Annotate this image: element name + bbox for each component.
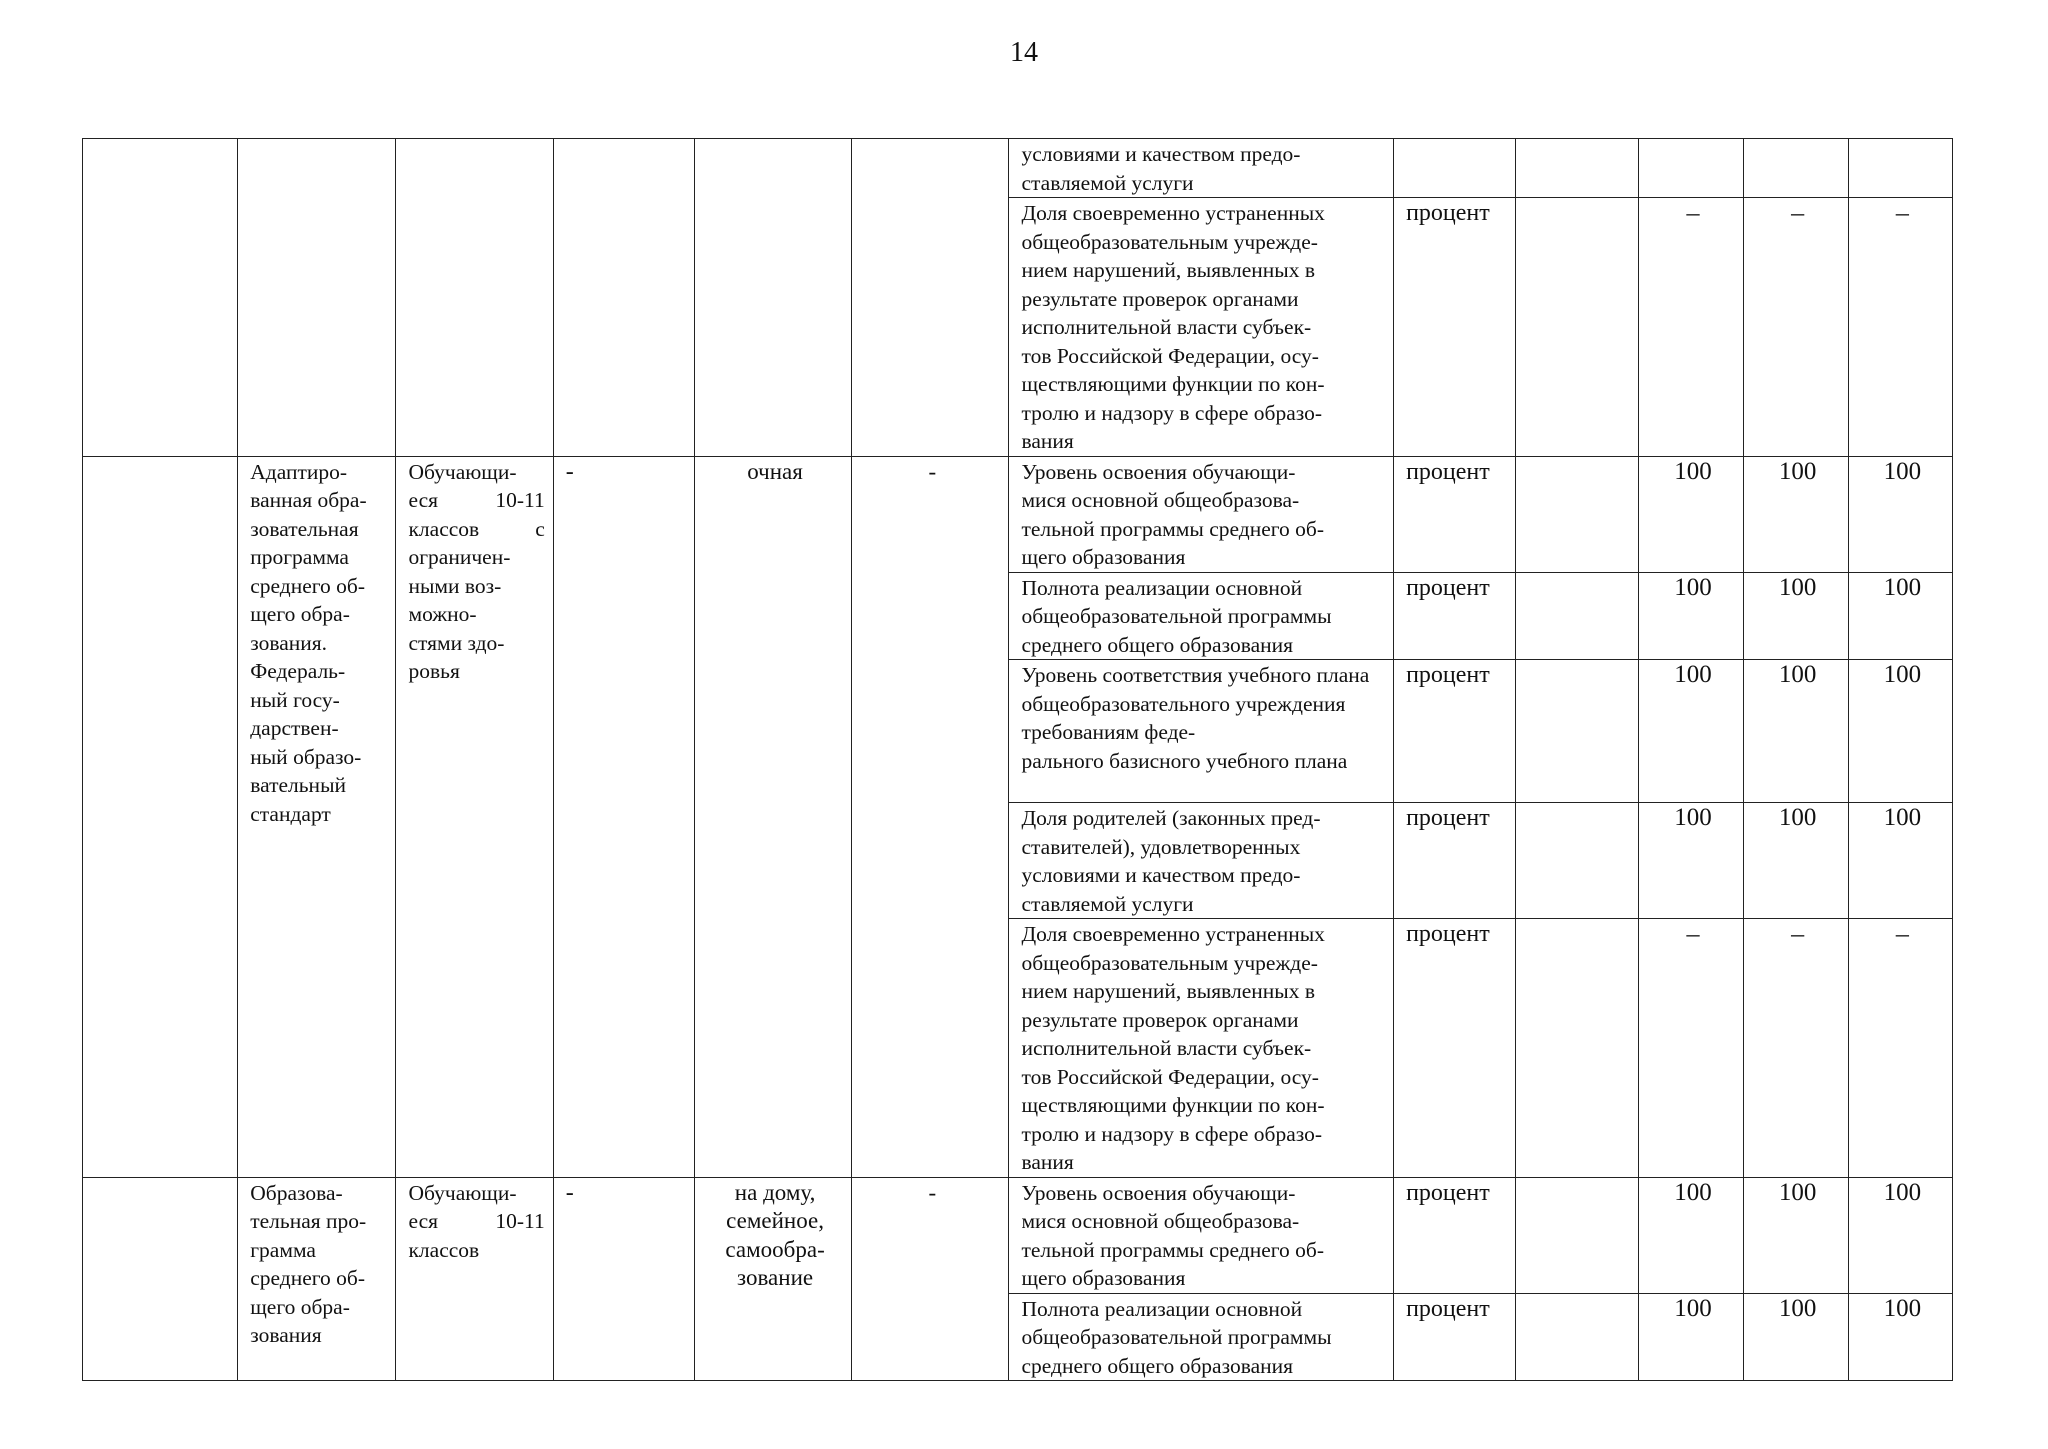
dash-cell: - (553, 1177, 694, 1381)
unit-cell: процент (1394, 1177, 1516, 1293)
empty-cell (83, 456, 238, 1177)
value-cell: – (1848, 919, 1952, 1178)
unit-cell: процент (1394, 919, 1516, 1178)
value-cell: 100 (1639, 660, 1743, 803)
empty-cell (1516, 919, 1639, 1178)
page-number: 14 (1010, 37, 1038, 68)
unit-cell: процент (1394, 1293, 1516, 1381)
empty-cell (852, 139, 1009, 457)
empty-cell (83, 1177, 238, 1381)
category-cell: Обучающи- еся 10-11 классов с ограничен- ными воз- можно- стями здо- ровья (396, 456, 553, 1177)
value-cell: 100 (1743, 1177, 1848, 1293)
indicator-cell: Уровень освоения обучающи- мися основной общеобразова- тельной программы среднего об- щего образования (1009, 1177, 1394, 1293)
unit-cell: процент (1394, 456, 1516, 572)
value-cell: 100 (1743, 660, 1848, 803)
unit-cell: процент (1394, 572, 1516, 660)
empty-cell (553, 139, 694, 457)
value-cell (1848, 139, 1952, 198)
empty-cell (1516, 1177, 1639, 1293)
value-cell: 100 (1848, 1177, 1952, 1293)
indicator-cell: Доля своевременно устраненных общеобразовательным учрежде- нием нарушений, выявленных в результате проверок органами исполнительной власти субъек- тов Российской Федерации, осу- ществляющими функции по кон- тролю и надзору в сфере образо- вания (1009, 919, 1394, 1178)
empty-cell (694, 139, 851, 457)
value-cell: 100 (1848, 572, 1952, 660)
value-cell: 100 (1639, 1293, 1743, 1381)
indicator-cell: Доля родителей (законных пред- ставителей), удовлетворенных условиями и качеством предо- ставляемой услуги (1009, 803, 1394, 919)
empty-cell (1516, 803, 1639, 919)
indicator-cell: условиями и качеством предо- ставляемой услуги (1009, 139, 1394, 198)
value-cell: 100 (1848, 1293, 1952, 1381)
value-cell: – (1848, 198, 1952, 457)
empty-cell (1516, 456, 1639, 572)
unit-cell: процент (1394, 660, 1516, 803)
table-row (83, 1177, 1953, 1293)
program-name-cell: Адаптиро- ванная обра- зовательная программа среднего об- щего обра- зования. Федераль- ный госу- дарствен- ный образо- вательный стандарт (238, 456, 396, 1177)
dash-cell: - (852, 456, 1009, 1177)
study-form-cell: очная (694, 456, 851, 1177)
value-cell (1639, 139, 1743, 198)
value-cell: 100 (1743, 803, 1848, 919)
value-cell: 100 (1639, 1177, 1743, 1293)
value-cell: 100 (1743, 1293, 1848, 1381)
indicator-cell: Доля своевременно устраненных общеобразовательным учрежде- нием нарушений, выявленных в результате проверок органами исполнительной власти субъек- тов Российской Федерации, осу- ществляющими функции по кон- тролю и надзору в сфере образо- вания (1009, 198, 1394, 457)
value-cell: 100 (1848, 456, 1952, 572)
table-row (83, 139, 1953, 198)
empty-cell (238, 139, 396, 457)
empty-cell (1516, 1293, 1639, 1381)
value-cell: 100 (1743, 456, 1848, 572)
value-cell: – (1743, 919, 1848, 1178)
program-name-cell: Образова- тельная про- грамма среднего об- щего обра- зования (238, 1177, 396, 1381)
empty-cell (396, 139, 553, 457)
unit-cell: процент (1394, 198, 1516, 457)
empty-cell (1516, 139, 1639, 198)
value-cell: – (1639, 919, 1743, 1178)
indicator-cell: Полнота реализации основной общеобразовательной программы среднего общего образования (1009, 1293, 1394, 1381)
dash-cell: - (852, 1177, 1009, 1381)
value-cell: 100 (1639, 456, 1743, 572)
empty-cell (1516, 660, 1639, 803)
value-cell (1743, 139, 1848, 198)
unit-cell: процент (1394, 803, 1516, 919)
study-form-cell: на дому, семейное, самообра- зование (694, 1177, 851, 1381)
services-quality-table (82, 138, 1953, 1381)
empty-cell (83, 139, 238, 457)
indicator-cell: Уровень освоения обучающи- мися основной общеобразова- тельной программы среднего об- щего образования (1009, 456, 1394, 572)
unit-cell (1394, 139, 1516, 198)
indicator-cell: Уровень соответствия учебного плана общеобразовательного учреждения требованиям феде- рального базисного учебного плана (1009, 660, 1394, 803)
empty-cell (1516, 572, 1639, 660)
value-cell: – (1743, 198, 1848, 457)
value-cell: 100 (1848, 803, 1952, 919)
value-cell: 100 (1848, 660, 1952, 803)
table-row (83, 456, 1953, 572)
value-cell: 100 (1639, 572, 1743, 660)
value-cell: 100 (1743, 572, 1848, 660)
value-cell: 100 (1639, 803, 1743, 919)
category-cell: Обучающи- еся 10-11 классов (396, 1177, 553, 1381)
dash-cell: - (553, 456, 694, 1177)
indicator-cell: Полнота реализации основной общеобразовательной программы среднего общего образования (1009, 572, 1394, 660)
value-cell: – (1639, 198, 1743, 457)
empty-cell (1516, 198, 1639, 457)
